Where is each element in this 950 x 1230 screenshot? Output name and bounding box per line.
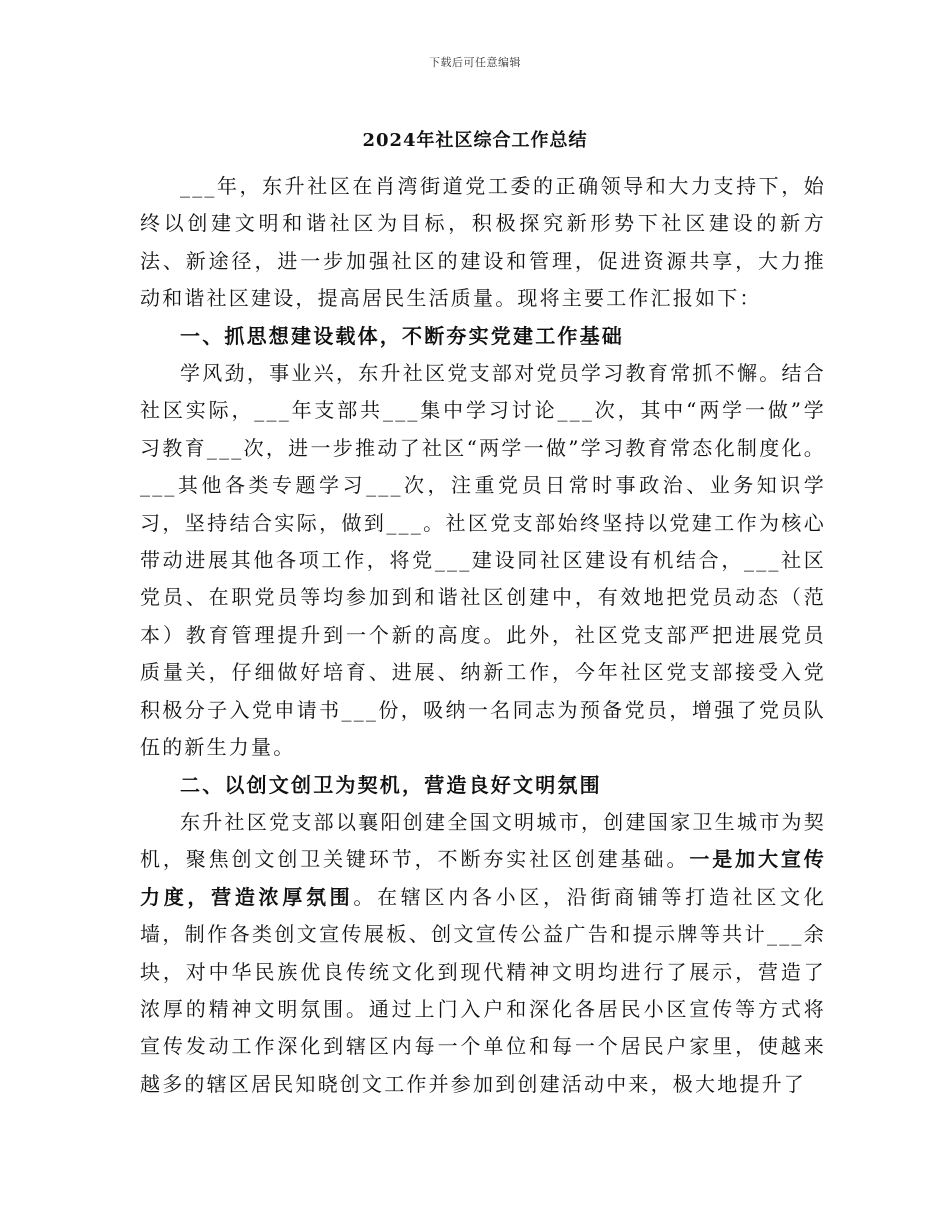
section-2-text-end: 。在辖区内各小区，沿街商铺等打造社区文化墙，制作各类创文宣传展板、创文宣传公益广告和提示牌等共计___余块，对中华民族优良传统文化到现代精神文明均进行了展示，营造了浓厚的精神文明氛围。通过上门入户和深化各居民小区宣传等方式将宣传发动工作深化到辖区内每一个单位和每一个居民户家里，使越来越多的辖区居民知晓创文工作并参加到创建活动中来，极大地提升了 bbox=[140, 884, 827, 1096]
document-body bbox=[140, 168, 826, 1103]
section-2-paragraph bbox=[140, 804, 826, 1103]
section-2-bold-point: 一是加大宣传力度，营造浓厚氛围 bbox=[140, 847, 826, 909]
section-1-heading: 一、抓思想建设载体，不断夯实党建工作基础 bbox=[180, 323, 624, 348]
section-1-paragraph: 学风劲，事业兴，东升社区党支部对党员学习教育常抓不懈。结合社区实际，___年支部共___集中学习讨论___次，其中“两学一做”学习教育___次，进一步推动了社区“两学一做”学习教育常态化制度化。___其他各类专题学习___次，注重党员日常时事政治、业务知识学习，坚持结合实际，做到___。社区党支部始终坚持以党建工作为核心带动进展其他各项工作，将党___建设同社区建设有机结合，___社区党员、在职党员等均参加到和谐社区创建中，有效地把党员动态（范本）教育管理提升到一个新的高度。此外，社区党支部严把进展党员质量关，仔细做好培育、进展、纳新工作，今年社区党支部接受入党积极分子入党申请书___份，吸纳一名同志为预备党员，增强了党员队伍的新生力量。 bbox=[140, 361, 826, 760]
section-2-text-start: 东升社区党支部以襄阳创建全国文明城市，创建国家卫生城市为契机，聚焦创文创卫关键环节，不断夯实社区创建基础。 bbox=[140, 809, 826, 872]
header-note: 下载后可任意编辑 bbox=[429, 56, 521, 69]
document-title: 2024年社区综合工作总结 bbox=[362, 130, 588, 151]
section-2-heading: 二、以创文创卫为契机，营造良好文明氛围 bbox=[180, 772, 602, 797]
intro-paragraph: ___年，东升社区在肖湾街道党工委的正确领导和大力支持下，始终以创建文明和谐社区为目标，积极探究新形势下社区建设的新方法、新途径，进一步加强社区的建设和管理，促进资源共享，大力推动和谐社区建设，提高居民生活质量。现将主要工作汇报如下： bbox=[140, 174, 826, 311]
